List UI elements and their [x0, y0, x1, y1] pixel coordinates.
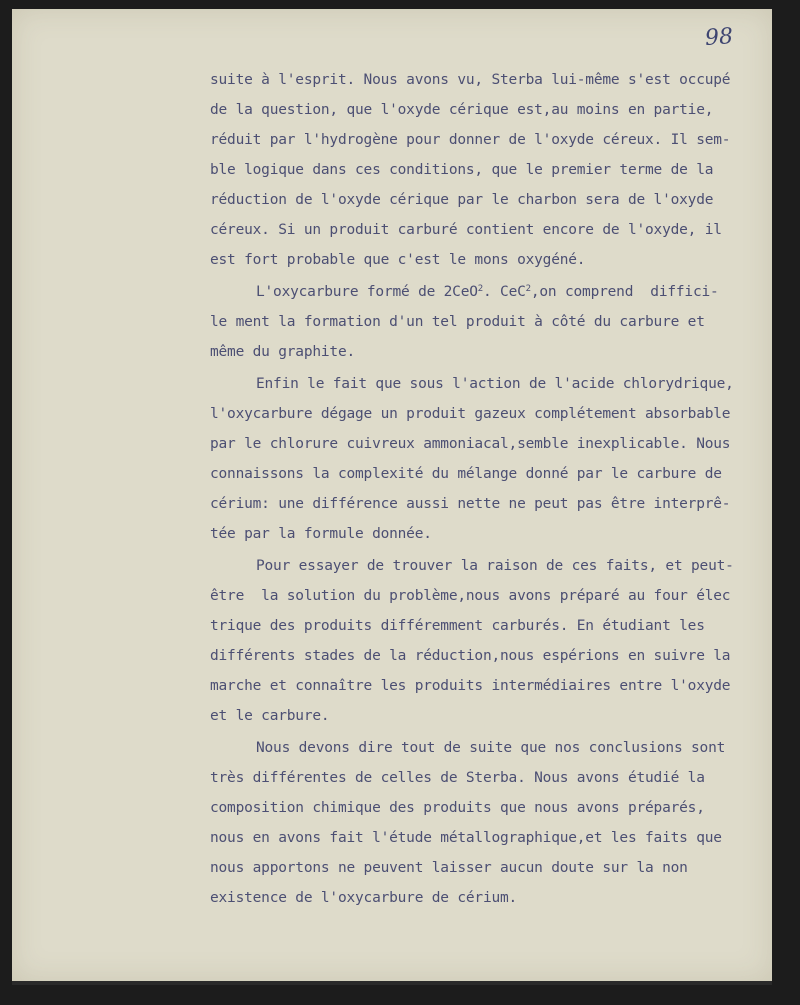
text-line: existence de l'oxycarbure de cérium.: [210, 890, 518, 906]
text-line: réduit par l'hydrogène pour donner de l'oxyde céreux. Il sem-: [210, 132, 731, 148]
text-line: nous apportons ne peuvent laisser aucun doute sur la non: [210, 860, 688, 876]
document-page: [12, 9, 772, 981]
text-line: céreux. Si un produit carburé contient encore de l'oxyde, il: [210, 222, 722, 238]
text-line: Nous devons dire tout de suite que nos conclusions sont: [256, 740, 726, 756]
page-number: 98: [704, 24, 734, 51]
text-line: composition chimique des produits que nous avons préparés,: [210, 800, 705, 816]
text-line: le ment la formation d'un tel produit à côté du carbure et: [210, 314, 705, 330]
text-line: être la solution du problème,nous avons préparé au four élec: [210, 588, 731, 604]
text-line: suite à l'esprit. Nous avons vu, Sterba lui-même s'est occupé: [210, 72, 731, 88]
text-line: ble logique dans ces conditions, que le premier terme de la: [210, 162, 714, 178]
text-line: cérium: une différence aussi nette ne peut pas être interprê-: [210, 496, 731, 512]
formula-line-end: ,on comprend diffici-: [530, 284, 719, 300]
text-line: et le carbure.: [210, 708, 330, 724]
text-line: par le chlorure cuivreux ammoniacal,semble inexplicable. Nous: [210, 436, 731, 452]
text-line: nous en avons fait l'étude métallographique,et les faits que: [210, 830, 722, 846]
text-line: tée par la formule donnée.: [210, 526, 432, 542]
text-line: de la question, que l'oxyde cérique est,au moins en partie,: [210, 102, 714, 118]
text-line: marche et connaître les produits intermédiaires entre l'oxyde: [210, 678, 731, 694]
formula-line-start: L'oxycarbure formé de 2CeO: [256, 284, 478, 300]
text-line: différents stades de la réduction,nous espérions en suivre la: [210, 648, 731, 664]
formula-superscript: 2: [477, 284, 483, 294]
text-line: très différentes de celles de Sterba. Nous avons étudié la: [210, 770, 705, 786]
text-line: l'oxycarbure dégage un produit gazeux complétement absorbable: [210, 406, 731, 422]
formula-line: [256, 283, 719, 301]
text-line: Pour essayer de trouver la raison de ces faits, et peut-: [256, 558, 734, 574]
text-line: Enfin le fait que sous l'action de l'acide chlorydrique,: [256, 376, 734, 392]
formula-line-middle: . CeC: [483, 284, 526, 300]
page-bottom-shadow: [12, 981, 772, 985]
text-line: réduction de l'oxyde cérique par le charbon sera de l'oxyde: [210, 192, 714, 208]
text-line: est fort probable que c'est le mons oxygéné.: [210, 252, 586, 268]
text-line: même du graphite.: [210, 344, 356, 360]
text-line: trique des produits différemment carburés. En étudiant les: [210, 618, 705, 634]
text-line: connaissons la complexité du mélange donné par le carbure de: [210, 466, 722, 482]
formula-superscript: 2: [525, 284, 531, 294]
